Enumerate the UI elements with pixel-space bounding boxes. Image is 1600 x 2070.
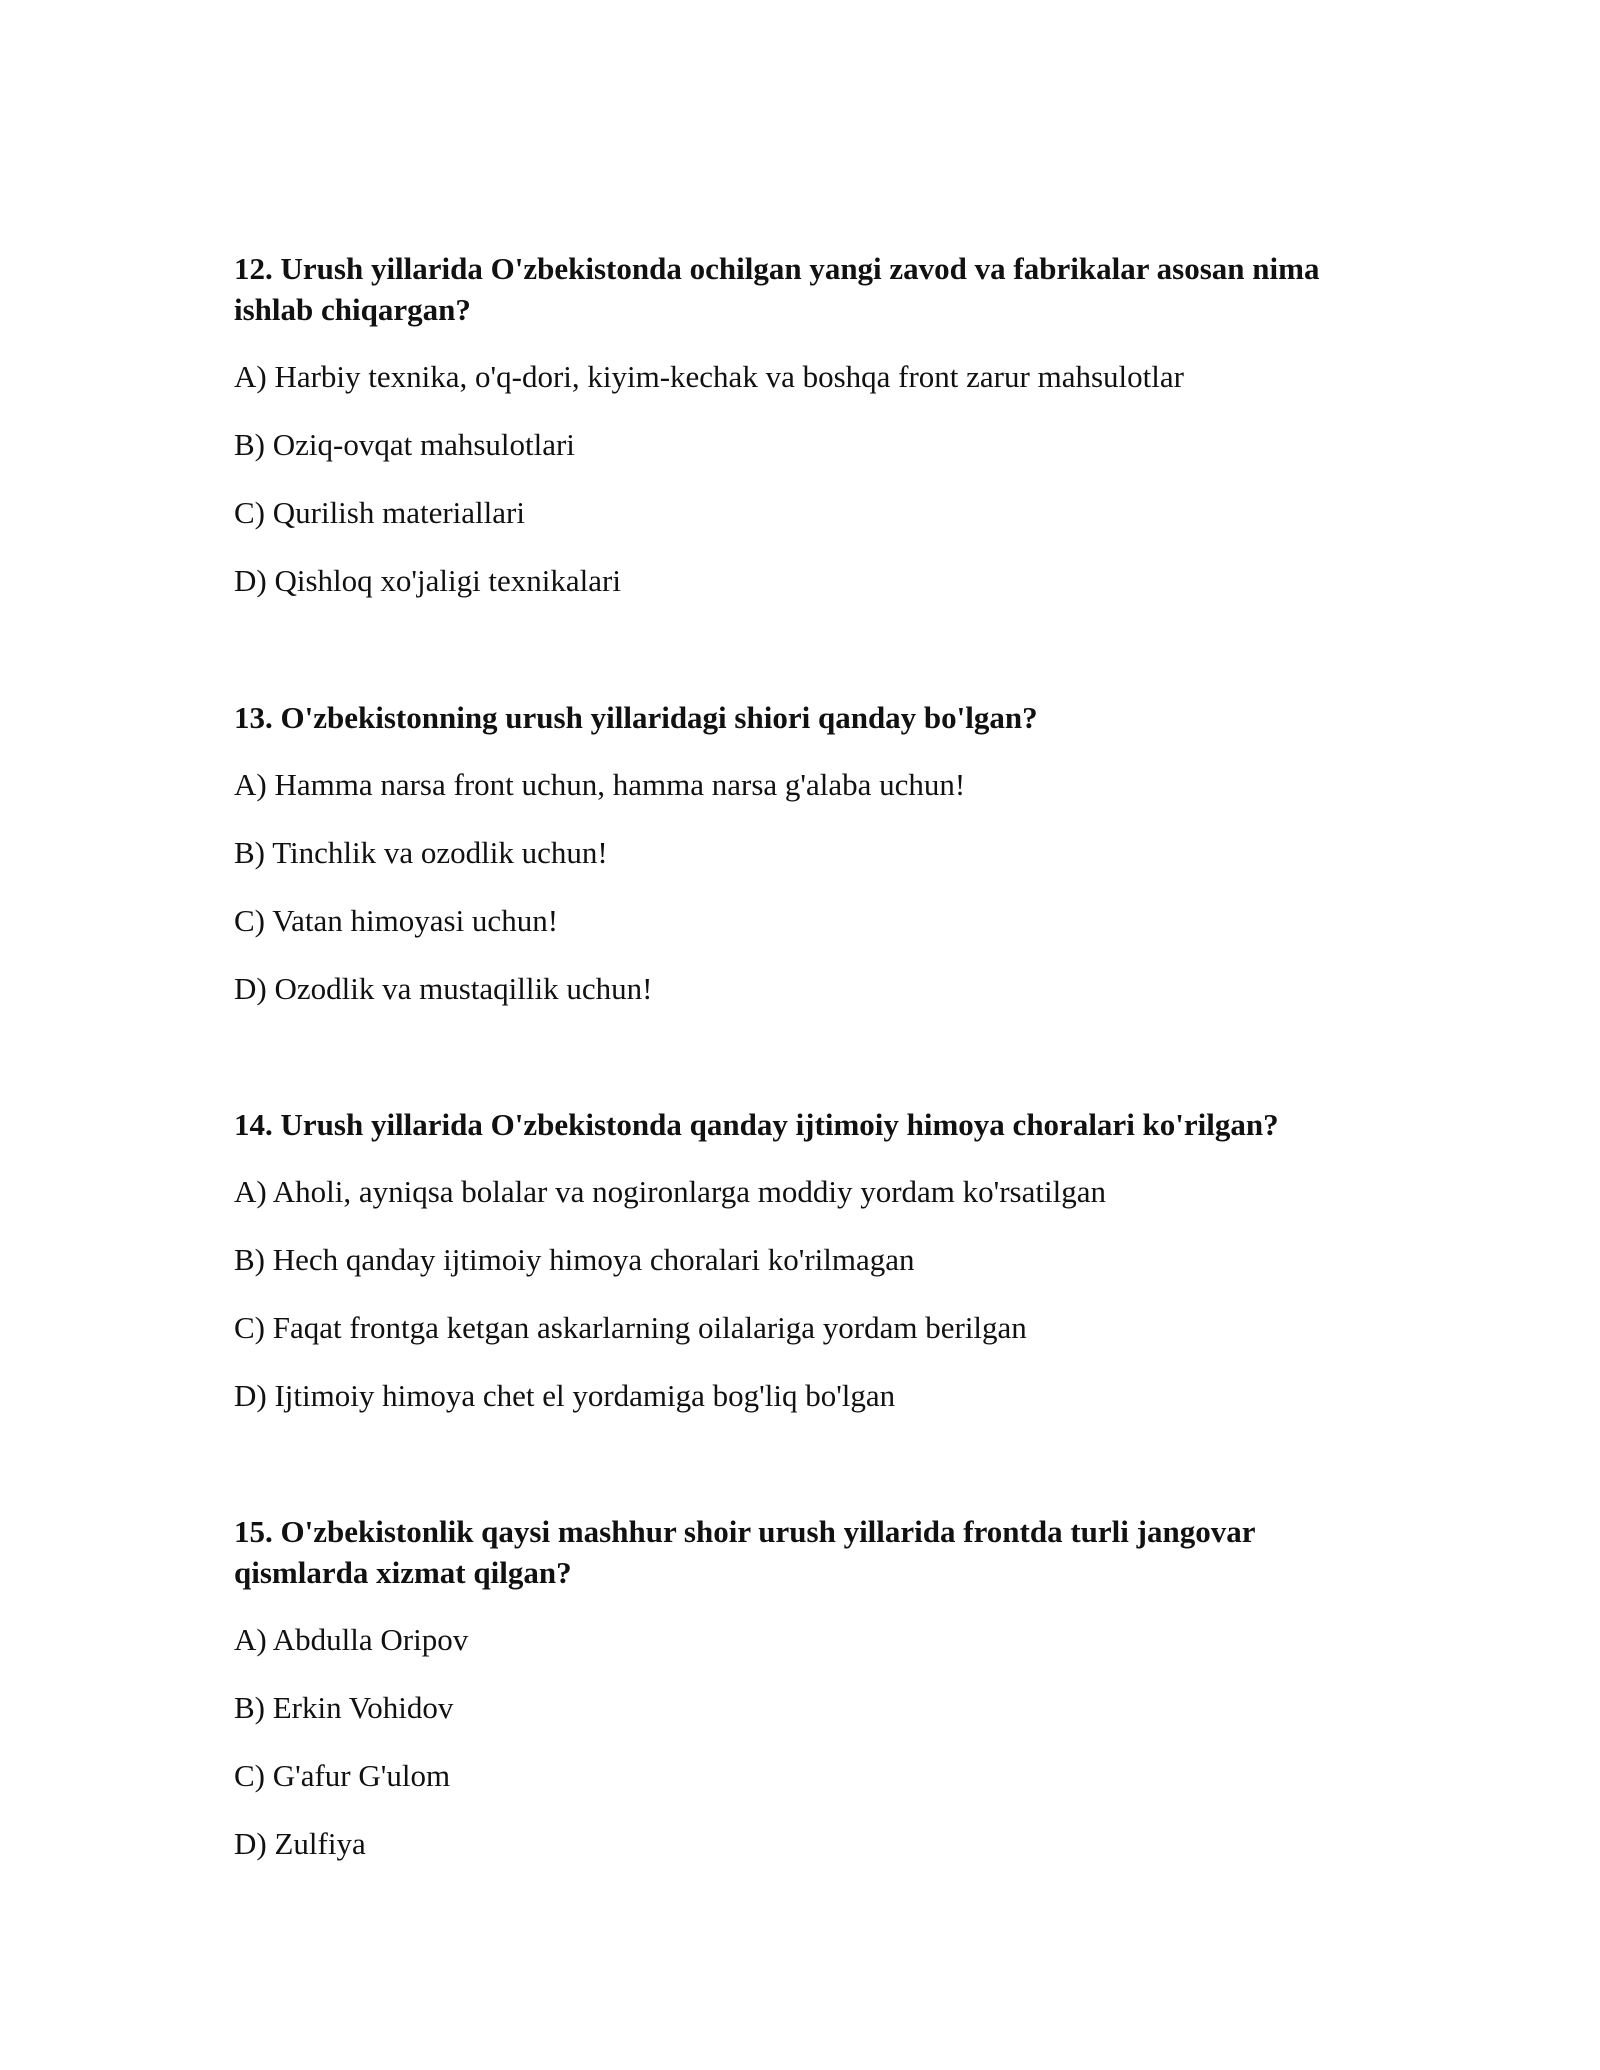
answer-option-d: D) Zulfiya [234,1826,366,1861]
answer-option-c: C) Qurilish materiallari [234,495,525,530]
answer-option-d: D) Ozodlik va mustaqillik uchun! [234,971,653,1006]
answer-option-a: A) Aholi, ayniqsa bolalar va nogironlarga moddiy yordam ko'rsatilgan [234,1174,1106,1209]
answer-option-c: C) G'afur G'ulom [234,1758,451,1793]
answer-option-b: B) Erkin Vohidov [234,1690,454,1725]
question-15 [234,1511,1364,1891]
question-12 [234,248,1364,628]
answer-option-c: C) Vatan himoyasi uchun! [234,903,559,938]
question-text: 14. Urush yillarida O'zbekistonda qanday ijtimoiy himoya choralari ko'rilgan? [234,1107,1279,1142]
answer-option-d: D) Qishloq xo'jaligi texnikalari [234,563,621,598]
answer-option-a: A) Abdulla Oripov [234,1622,469,1657]
answer-option-d: D) Ijtimoiy himoya chet el yordamiga bog'liq bo'lgan [234,1378,896,1413]
answer-option-a: A) Hamma narsa front uchun, hamma narsa g'alaba uchun! [234,767,966,802]
answer-option-b: B) Tinchlik va ozodlik uchun! [234,835,608,870]
question-14 [234,1104,1364,1443]
answer-option-a: A) Harbiy texnika, o'q-dori, kiyim-kechak va boshqa front zarur mahsulotlar [234,359,1184,394]
question-13 [234,697,1364,1036]
question-text: 13. O'zbekistonning urush yillaridagi shiori qanday bo'lgan? [234,700,1038,735]
answer-option-c: C) Faqat frontga ketgan askarlarning oilalariga yordam berilgan [234,1310,1027,1345]
answer-option-b: B) Hech qanday ijtimoiy himoya choralari ko'rilmagan [234,1242,915,1277]
question-text: 15. O'zbekistonlik qaysi mashhur shoir urush yillarida frontda turli jangovar qismlarda xizmat qilgan? [234,1514,1255,1590]
question-text: 12. Urush yillarida O'zbekistonda ochilgan yangi zavod va fabrikalar asosan nima ishlab chiqargan? [234,251,1320,327]
answer-option-b: B) Oziq-ovqat mahsulotlari [234,427,575,462]
